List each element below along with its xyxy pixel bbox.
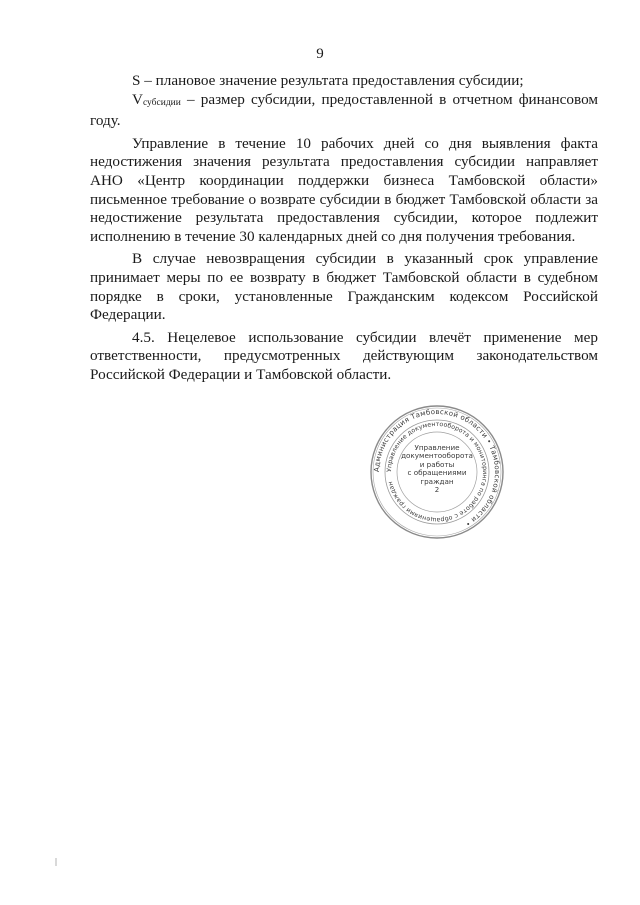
stamp-outer-ring-text: Администрация Тамбовской области • Тамбовской области •: [372, 407, 502, 529]
symbol-v-subscript: субсидии: [142, 97, 181, 108]
official-seal-stamp: [369, 404, 505, 540]
stamp-center-line: с обращениями: [407, 468, 467, 478]
formula-definition-s: [90, 72, 598, 91]
symbol-s: S: [132, 72, 141, 89]
document-body: [90, 72, 598, 385]
symbol-v: V: [132, 90, 143, 108]
stamp-inner-ring-text: Управление документооборота и мониторинга по работе с обращениями граждан: [385, 420, 489, 524]
stamp-center-line: граждан: [420, 476, 454, 486]
definition-s-text: – плановое значение результата предоставления субсидии;: [140, 72, 524, 89]
page-number: 9: [316, 46, 324, 62]
stamp-center-number: 2: [434, 486, 440, 495]
stamp-center-text: [399, 444, 475, 494]
paragraph-court-recovery: В случае невозвращения субсидии в указанный срок управление принимает меры по ее возврату в бюджет Тамбовской области в судебном порядке в сроки, установленные Гражданским кодексом Российской Федерации.: [90, 250, 598, 324]
formula-definition-v: [90, 91, 598, 131]
stamp-center-line: документооборота: [401, 451, 473, 461]
stamp-center-line: Управление: [414, 443, 460, 452]
stamp-center-line: и работы: [419, 459, 455, 469]
definition-v-text: – размер субсидии, предоставленной в отчетном финансовом году.: [90, 90, 598, 130]
paragraph-refund-requirement: Управление в течение 10 рабочих дней со дня выявления факта недостижения значения результата предоставления субсидии направляет АНО «Центр координации поддержки бизнеса Тамбовской области» письменное требование о возврате субсидии в бюджет Тамбовской области за недостижение результата предоставления субсидии, которое подлежит исполнению в течение 30 календарных дней со дня получения требования.: [90, 134, 598, 245]
paragraph-misuse-liability: 4.5. Нецелевое использование субсидии влечёт применение мер ответственности, предусмотренных действующим законодательством Российской Федерации и Тамбовской области.: [90, 328, 598, 383]
margin-mark: [55, 858, 57, 866]
